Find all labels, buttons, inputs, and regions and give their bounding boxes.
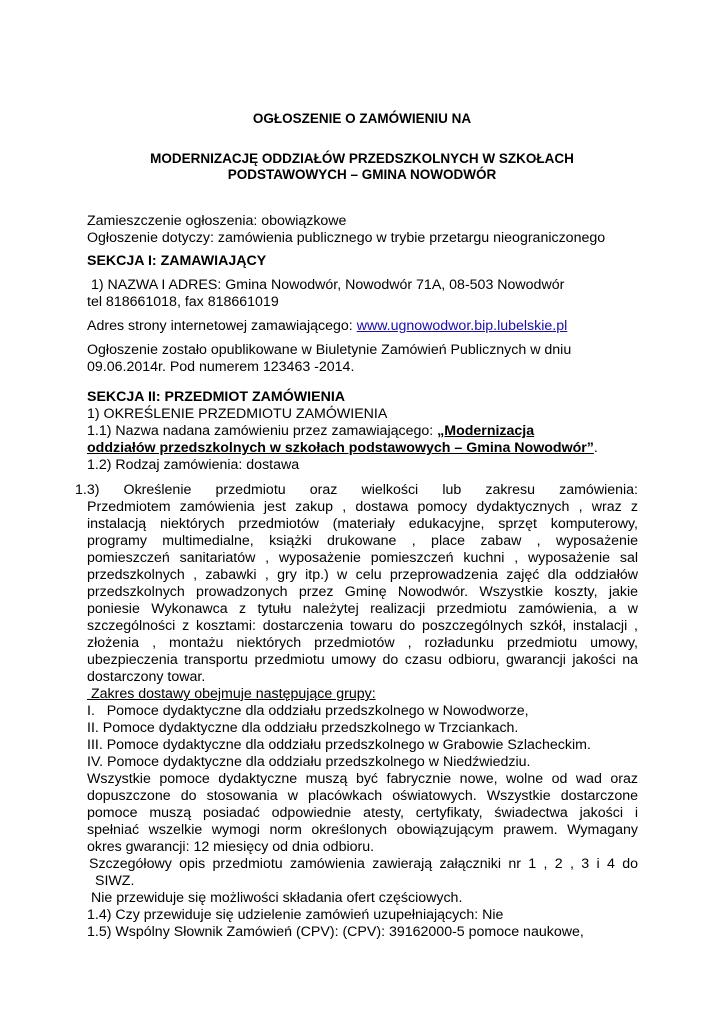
group-item: I. Pomoce dydaktyczne dla oddziału przedszkolnego w Nowodworze, [87,703,529,719]
section-2-heading: SEKCJA II: PRZEDMIOT ZAMÓWIENIA [87,389,346,405]
scope-line: pomieszczeń sanitariatów , wyposażenie pomieszczeń kuchni , wyposażenie sal [87,550,638,566]
group-item: II. Pomoce dydaktyczne dla oddziału przedszkolnego w Trzciankach. [87,720,519,736]
partial-offers: Nie przewiduje się możliwości składania ofert częściowych. [91,890,463,906]
group-item: III. Pomoce dydaktyczne dla oddziału przedszkolnego w Grabowie Szlacheckim. [87,737,591,753]
groups-heading: Zakres dostawy obejmuje następujące grupy: [87,686,376,702]
group-item: IV. Pomoce dydaktyczne dla oddziału przedszkolnego w Niedźwiedziu. [87,754,531,770]
details-line-2: SIWZ. [95,873,135,889]
supplementary-orders: 1.4) Czy przewiduje się udzielenie zamówień uzupełniających: Nie [87,907,504,923]
published-line-1: Ogłoszenie zostało opublikowane w Biuletynie Zamówień Publicznych w dniu [87,342,572,358]
scope-line: ubezpieczenia transportu przedmiotu umowy do czasu odbioru, gwarancji jakości na [87,652,638,668]
scope-line: poniesie Wykonawca z tytułu należytej realizacji przedmiotu zamówienia, a w [87,601,638,617]
order-name-row [87,423,534,440]
order-name-period: . [593,440,598,456]
website-link[interactable]: www.ugnowodwor.bip.lubelskie.pl [356,318,568,334]
intro-line-1: Zamieszczenie ogłoszenia: obowiązkowe [87,213,347,229]
requirements-line-last: okres gwarancji: 12 miesięcy od dnia odbioru. [87,839,375,855]
document-subtitle-line-1: MODERNIZACJĘ ODDZIAŁÓW PRZEDSZKOLNYCH W SZKOŁACH [150,151,574,166]
details-line-1: Szczegółowy opis przedmiotu zamówienia zawierają załączniki nr 1 , 2 , 3 i 4 do [89,856,638,872]
order-name-value-part-1: „Modernizacja [437,423,535,439]
requirements-line: Wszystkie pomoce dydaktyczne muszą być fabrycznie nowe, wolne od wad oraz [87,771,638,787]
scope-line: instalacją niektórych przedmiotów (materiały edukacyjne, sprzęt komputerowy, [87,516,638,532]
order-name-label: 1.1) Nazwa nadana zamówieniu przez zamawiającego: [87,423,438,439]
scope-line: programy multimedialne, książki drukowane , place zabaw , wyposażenie [87,533,638,549]
document-subtitle-line-2: PODSTAWOWYCH – GMINA NOWODWÓR [227,167,497,182]
scope-line-last: dostarczony towar. [87,669,206,685]
website-label: Adres strony internetowej zamawiającego: [87,318,357,334]
website-row [87,318,567,335]
section-2-subheading: 1) OKREŚLENIE PRZEDMIOTU ZAMÓWIENIA [87,406,388,422]
scope-line: przedszkolnych , zabawki , gry itp.) w celu przeprowadzenia zajęć dla oddziałów [87,567,638,583]
requirements-line: pomoce muszą posiadać odpowiednie atesty, certyfikaty, świadectwa jakości i [87,805,638,821]
document-title: OGŁOSZENIE O ZAMÓWIENIU NA [252,111,472,126]
scope-line: szczególności z kosztami: dostarczenia towaru do poszczególnych szkół, instalacji , [87,618,638,634]
order-name-value-part-2: oddziałów przedszkolnych w szkołach podstawowych – Gmina Nowodwór” [87,440,594,456]
scope-line: Przedmiotem zamówienia jest zakup , dostawa pomocy dydaktycznych , wraz z [87,499,638,515]
requirements-line: dopuszczone do stosowania w placówkach oświatowych. Wszystkie dostarczone [87,788,638,804]
order-name-row-2 [87,440,598,457]
scope-line: przedszkolnych prowadzonych przez Gminę Nowodwór. Wszystkie koszty, jakie [87,584,638,600]
section-1-heading: SEKCJA I: ZAMAWIAJĄCY [87,253,267,269]
address-line-2: tel 818661018, fax 818661019 [87,294,279,310]
intro-line-2: Ogłoszenie dotyczy: zamówienia publicznego w trybie przetargu nieograniczonego [87,230,606,246]
cpv-code: 1.5) Wspólny Słownik Zamówień (CPV): (CPV): 39162000-5 pomoce naukowe, [87,924,584,940]
requirements-line: spełniać wszelkie wymogi norm określonych obowiązującym prawem. Wymagany [87,822,638,838]
scope-line: 1.3) Określenie przedmiotu oraz wielkości lub zakresu zamówienia: [75,482,638,498]
published-line-2: 09.06.2014r. Pod numerem 123463 -2014. [87,359,355,375]
order-kind: 1.2) Rodzaj zamówienia: dostawa [87,457,300,473]
scope-line: złożenia , montażu niektórych przedmiotów , rozładunku przedmiotu umowy, [87,635,638,651]
address-line-1: 1) NAZWA I ADRES: Gmina Nowodwór, Nowodwór 71A, 08-503 Nowodwór [87,277,565,293]
